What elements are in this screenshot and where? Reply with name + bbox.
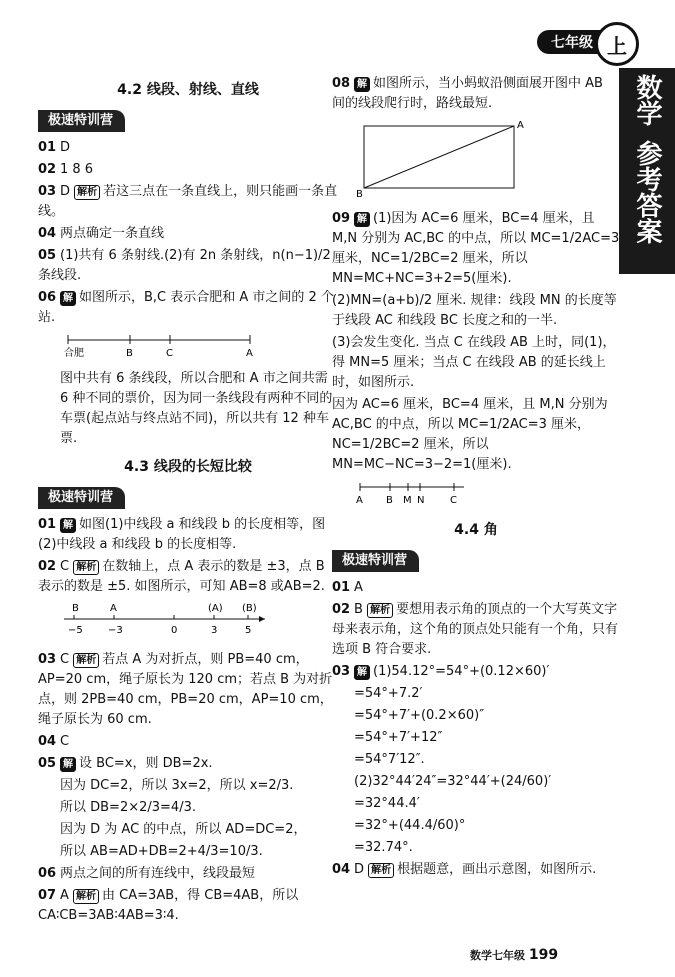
answer-09-part2: (2)MN=(a+b)/2 厘米. 规律：线段 MN 的长度等于线段 AC 和线段 BC 长度之和的一半. xyxy=(332,293,617,328)
section-title-4-2: 4.2 线段、射线、直线 xyxy=(117,82,259,98)
side-tab xyxy=(619,68,675,274)
answer-09-part3b: 因为 AC=6 厘米，BC=4 厘米，且 M,N 分别为 AC,BC 的中点，所以 MC=1/2AC=3 厘米，NC=1/2BC=2 厘米，所以 MN=MC−NC=3−2=1(厘米). xyxy=(332,397,608,472)
answer-4-3-05-b: 因为 DC=2，所以 3x=2，所以 x=2/3. xyxy=(60,778,294,793)
nl-label-a: A xyxy=(110,603,117,614)
label-a: A xyxy=(246,348,253,358)
section-title-4-3: 4.3 线段的长短比较 xyxy=(124,459,252,475)
footer-book: 数学七年级 xyxy=(470,949,525,962)
page-footer xyxy=(470,947,558,963)
answer-4-4-03-d: =54°+7′+12″ xyxy=(354,730,443,745)
section-banner: 极速特训营 xyxy=(38,110,125,132)
section-banner-3: 极速特训营 xyxy=(332,550,419,572)
rectangle-figure xyxy=(332,118,620,205)
rect-label-a: A xyxy=(517,120,524,131)
station-line-svg xyxy=(60,332,260,358)
answer-4-3-05: 05 解 设 BC=x，则 DB=2x. xyxy=(38,756,213,771)
answer-01: 01 D xyxy=(38,140,71,155)
answer-03: 03 D 解析 若这三点在一条直线上，则只能画一条直线。 xyxy=(38,184,338,219)
nl-p5: 5 xyxy=(245,625,252,636)
section-title-4-4: 4.4 角 xyxy=(454,522,498,538)
seg-label-b: B xyxy=(386,495,393,505)
nl-n3: −3 xyxy=(108,625,123,636)
answer-4-4-03-b: =54°+7.2′ xyxy=(354,686,423,701)
answer-4-3-05-c: 所以 DB=2×2/3=4/3. xyxy=(60,800,196,815)
answer-04: 04 两点确定一条直线 xyxy=(38,226,165,241)
number-line-figure xyxy=(38,601,338,646)
answer-4-3-05-e: 所以 AB=AD+DB=2+4/3=10/3. xyxy=(60,844,263,859)
segment-svg xyxy=(354,479,474,505)
nl-label-pb: (B) xyxy=(242,603,257,614)
answer-06-explanation: 图中共有 6 条线段，所以合肥和 A 市之间共需 6 种不同的票价，因为同一条线段有两种不同的车票(起点站与终点站不同)，所以共有 12 种车票. xyxy=(60,371,333,446)
section-banner-2: 极速特训营 xyxy=(38,487,125,509)
right-column xyxy=(332,72,620,882)
answer-4-4-03-i: =32.74°. xyxy=(354,840,413,855)
label-hefei: 合肥 xyxy=(64,348,84,358)
answer-4-4-03-e: =54°7′12″. xyxy=(354,752,425,767)
station-figure xyxy=(38,332,338,365)
nl-label-pa: (A) xyxy=(208,603,223,614)
answer-4-4-03-c: =54°+7′+(0.2×60)″ xyxy=(354,708,485,723)
answer-05: 05 (1)共有 6 条射线.(2)有 2n 条射线，n(n−1)/2 条线段. xyxy=(38,248,331,283)
answer-08: 08 解 如图所示，当小蚂蚁沿侧面展开图中 AB 间的线段爬行时，路线最短. xyxy=(332,76,603,111)
nl-p3: 3 xyxy=(211,625,218,636)
nl-0: 0 xyxy=(171,625,178,636)
answer-09: 09 解 (1)因为 AC=6 厘米，BC=4 厘米，且 M,N 分别为 AC,BC 的中点，所以 MC=1/2AC=3 厘米，NC=1/2BC=2 厘米，所以 MN=MC+NC=3+2=5(厘米). xyxy=(332,211,620,286)
answer-09-part3: (3)会发生变化. 当点 C 在线段 AB 上时，同(1)，得 MN=5 厘米；当点 C 在线段 AB 的延长线上时，如图所示. xyxy=(332,335,616,390)
answer-4-3-07: 07 A 解析 由 CA=3AB，得 CB=4AB，所以 CA∶CB=3AB∶4AB=3∶4. xyxy=(38,888,299,923)
rectangle-svg xyxy=(354,118,534,198)
diagonal-ab xyxy=(364,126,514,188)
side-title: 参考答案 xyxy=(632,140,662,244)
seg-label-m: M xyxy=(403,495,412,505)
answer-4-4-01: 01 A xyxy=(332,580,363,595)
segment-figure xyxy=(332,479,620,512)
answer-4-3-04: 04 C xyxy=(38,734,70,749)
seg-label-n: N xyxy=(417,495,425,505)
number-line-svg xyxy=(60,601,270,639)
answer-4-4-02: 02 B 解析 要想用表示角的顶点的一个大写英文字母来表示角，这个角的顶点处只能有一个角，只有选项 B 符合要求. xyxy=(332,602,619,657)
left-column xyxy=(38,72,338,928)
label-c: C xyxy=(166,348,173,358)
label-b: B xyxy=(126,348,133,358)
rect-label-b: B xyxy=(356,189,363,198)
answer-4-3-03: 03 C 解析 若点 A 为对折点，则 PB=40 cm，AP=20 cm，绳子原长为 120 cm；若点 B 为对折点，则 2PB=40 cm，PB=20 cm，AP=10 cm，绳子原长为 60 cm. xyxy=(38,652,333,727)
answer-4-4-03: 03 解 (1)54.12°=54°+(0.12×60)′ xyxy=(332,664,550,679)
seg-label-c: C xyxy=(450,495,457,505)
volume-badge: 上 xyxy=(595,22,639,66)
answer-4-4-03-f: (2)32°44′24″=32°44′+(24/60)′ xyxy=(354,774,552,789)
answer-4-4-03-g: =32°44.4′ xyxy=(354,796,420,811)
top-bar xyxy=(0,0,675,58)
answer-4-3-01: 01 解 如图(1)中线段 a 和线段 b 的长度相等，图(2)中线段 a 和线段 b 的长度相等. xyxy=(38,517,326,552)
axis-arrow-icon xyxy=(259,616,265,622)
answer-02: 02 1 8 6 xyxy=(38,162,94,177)
answer-4-3-02: 02 C 解析 在数轴上，点 A 表示的数是 ±3，点 B 表示的数是 ±5. 如图所示，可知 AB=8 或AB=2. xyxy=(38,559,325,594)
answer-4-3-05-d: 因为 D 为 AC 的中点，所以 AD=DC=2， xyxy=(60,822,307,837)
grade-badge: 七年级 xyxy=(537,30,627,54)
nl-label-b: B xyxy=(72,603,79,614)
answer-4-4-03-h: =32°+(44.4/60)° xyxy=(354,818,466,833)
answer-06: 06 解 如图所示，B,C 表示合肥和 A 市之间的 2 个站. xyxy=(38,290,334,325)
page-number: 199 xyxy=(528,947,559,963)
nl-n5: −5 xyxy=(68,625,83,636)
answer-4-3-06: 06 两点之间的所有连线中，线段最短 xyxy=(38,866,256,881)
side-subject: 数学 xyxy=(632,74,662,126)
answer-4-4-04: 04 D 解析 根据题意，画出示意图，如图所示. xyxy=(332,862,597,877)
seg-label-a: A xyxy=(356,495,363,505)
